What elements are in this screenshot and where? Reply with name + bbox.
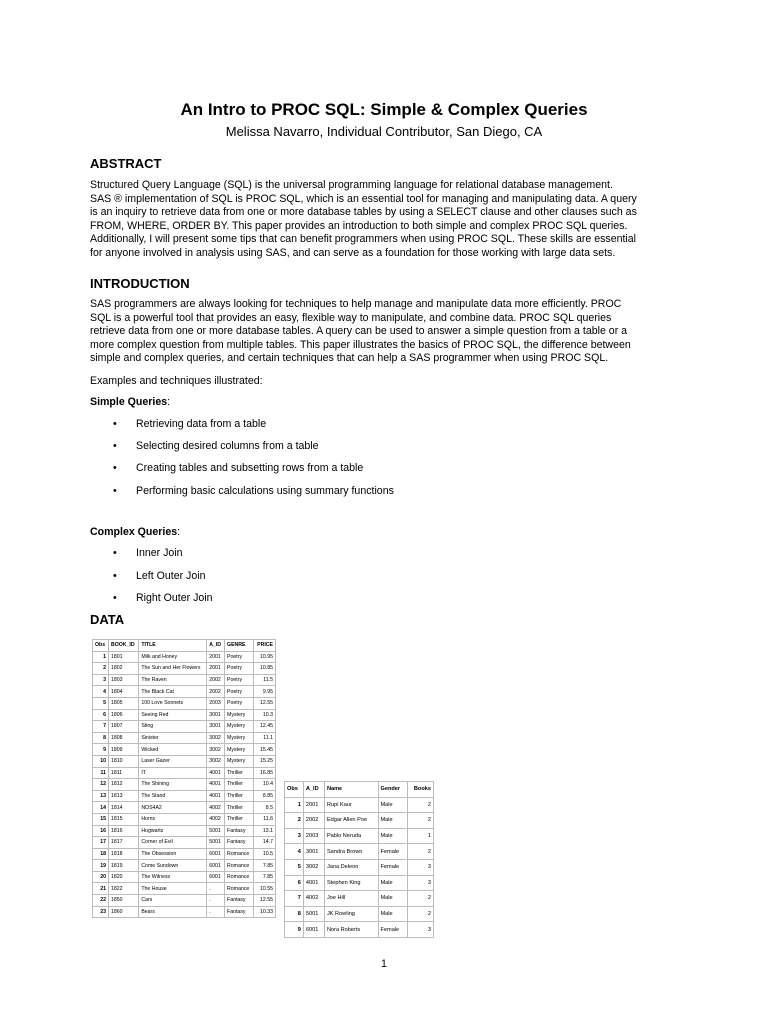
table-cell: 1809 bbox=[108, 744, 138, 756]
table-cell: 22 bbox=[93, 895, 109, 907]
table-cell: . bbox=[207, 906, 225, 918]
abstract-line: for anyone involved in analysis using SAS, and can serve as a foundation for those working with large data sets. bbox=[90, 246, 616, 259]
table-cell: 10.4 bbox=[253, 779, 275, 791]
table-cell: 4002 bbox=[303, 891, 324, 907]
table-cell: 14 bbox=[93, 802, 109, 814]
abstract-heading: ABSTRACT bbox=[90, 156, 162, 171]
table-cell: 9.95 bbox=[253, 686, 275, 698]
table-cell: Edgar Allen Poe bbox=[324, 813, 378, 829]
table-cell: NOS4A2 bbox=[139, 802, 207, 814]
table-row bbox=[285, 906, 434, 922]
data-heading: DATA bbox=[90, 612, 125, 627]
list-item bbox=[113, 547, 183, 559]
table-cell: 4002 bbox=[207, 813, 225, 825]
table-cell: 8.5 bbox=[253, 802, 275, 814]
table-cell: 7.85 bbox=[253, 871, 275, 883]
table-cell: 6001 bbox=[207, 871, 225, 883]
table-cell: IT bbox=[139, 767, 207, 779]
table-cell: 7.85 bbox=[253, 860, 275, 872]
table-cell: Jana Deleon bbox=[324, 859, 378, 875]
table-row bbox=[93, 686, 276, 698]
table-cell: 2 bbox=[407, 906, 433, 922]
bullet-icon: • bbox=[113, 418, 117, 430]
table-cell: 5 bbox=[93, 697, 109, 709]
table-cell: Mystery bbox=[225, 744, 254, 756]
books-table bbox=[92, 639, 276, 918]
table-cell: 2 bbox=[93, 663, 109, 675]
table-cell: 12.55 bbox=[253, 895, 275, 907]
column-header: GENRE bbox=[225, 640, 254, 652]
list-item-text: Creating tables and subsetting rows from a table bbox=[136, 462, 364, 474]
abstract-line: SAS ® implementation of SQL is PROC SQL, which is an essential tool for managing and manipulating data. A query bbox=[90, 192, 637, 205]
table-cell: Sinister bbox=[139, 732, 207, 744]
table-cell: 12.55 bbox=[253, 697, 275, 709]
table-cell: 4 bbox=[93, 686, 109, 698]
table-cell: 1814 bbox=[108, 802, 138, 814]
table-cell: 2001 bbox=[303, 797, 324, 813]
table-cell: 1813 bbox=[108, 790, 138, 802]
examples-label: Examples and techniques illustrated: bbox=[90, 375, 263, 387]
table-cell: Mystery bbox=[225, 721, 254, 733]
column-header: Gender bbox=[378, 782, 407, 798]
table-cell: The Sun and Her Flowers bbox=[139, 663, 207, 675]
table-cell: 1802 bbox=[108, 663, 138, 675]
table-cell: 9 bbox=[93, 744, 109, 756]
table-cell: 1815 bbox=[108, 813, 138, 825]
simple-queries-colon: : bbox=[167, 396, 171, 408]
table-row bbox=[285, 797, 434, 813]
table-row bbox=[93, 709, 276, 721]
complex-queries-label bbox=[90, 526, 180, 538]
table-row bbox=[93, 802, 276, 814]
table-cell: Female bbox=[378, 844, 407, 860]
list-item-text: Performing basic calculations using summary functions bbox=[136, 485, 394, 497]
page-number: 1 bbox=[381, 958, 387, 970]
table-cell: The Stand bbox=[139, 790, 207, 802]
table-cell: 1808 bbox=[108, 732, 138, 744]
table-cell: Romance bbox=[225, 848, 254, 860]
table-cell: 5001 bbox=[207, 825, 225, 837]
column-header: Books bbox=[407, 782, 433, 798]
bullet-icon: • bbox=[113, 592, 117, 604]
authors-table bbox=[284, 781, 434, 938]
table-cell: 5 bbox=[285, 859, 304, 875]
table-row bbox=[93, 767, 276, 779]
table-cell: Male bbox=[378, 906, 407, 922]
table-cell: Come Sundown bbox=[139, 860, 207, 872]
simple-queries-title: Simple Queries bbox=[90, 396, 168, 408]
table-cell: 21 bbox=[93, 883, 109, 895]
table-cell: 6001 bbox=[207, 848, 225, 860]
table-row bbox=[93, 848, 276, 860]
table-cell: Poetry bbox=[225, 686, 254, 698]
table-cell: 4001 bbox=[207, 790, 225, 802]
table-cell: 7 bbox=[93, 721, 109, 733]
introduction-heading: INTRODUCTION bbox=[90, 276, 190, 291]
table-row bbox=[93, 860, 276, 872]
list-item-text: Retrieving data from a table bbox=[136, 418, 267, 430]
table-cell: 2 bbox=[285, 813, 304, 829]
introduction-line: retrieve data from one or more database tables. A query can be used to answer a simple question from a table or a bbox=[90, 325, 628, 338]
table-row bbox=[93, 651, 276, 663]
table-cell: Romance bbox=[225, 883, 254, 895]
table-cell: Cars bbox=[139, 895, 207, 907]
table-cell: 1807 bbox=[108, 721, 138, 733]
table-cell: 2001 bbox=[207, 663, 225, 675]
table-row bbox=[93, 663, 276, 675]
table-cell: Poetry bbox=[225, 697, 254, 709]
table-cell: 9 bbox=[285, 922, 304, 938]
column-header: A_ID bbox=[207, 640, 225, 652]
table-cell: 18 bbox=[93, 848, 109, 860]
table-cell: 16 bbox=[93, 825, 109, 837]
table-cell: Poetry bbox=[225, 663, 254, 675]
table-cell: Mystery bbox=[225, 755, 254, 767]
paper-title: An Intro to PROC SQL: Simple & Complex Queries bbox=[180, 100, 588, 119]
table-cell: 11.6 bbox=[253, 813, 275, 825]
table-cell: 13 bbox=[93, 790, 109, 802]
table-cell: 6001 bbox=[207, 860, 225, 872]
table-header-row bbox=[285, 782, 434, 798]
table-cell: Thriller bbox=[225, 779, 254, 791]
table-cell: 11.5 bbox=[253, 674, 275, 686]
table-cell: 10.5 bbox=[253, 848, 275, 860]
table-cell: 2 bbox=[407, 844, 433, 860]
table-cell: Mystery bbox=[225, 732, 254, 744]
table-cell: 100 Love Sonnets bbox=[139, 697, 207, 709]
table-cell: 1805 bbox=[108, 697, 138, 709]
table-row bbox=[93, 837, 276, 849]
table-cell: 3002 bbox=[303, 859, 324, 875]
table-cell: 2002 bbox=[303, 813, 324, 829]
table-cell: 1812 bbox=[108, 779, 138, 791]
table-cell: Mystery bbox=[225, 709, 254, 721]
column-header: Name bbox=[324, 782, 378, 798]
author-line: Melissa Navarro, Individual Contributor, San Diego, CA bbox=[225, 124, 543, 139]
table-cell: 1860 bbox=[108, 906, 138, 918]
introduction-line: simple and complex queries, and certain techniques that can help a SAS programmer when using PROC SQL. bbox=[90, 352, 609, 365]
table-cell: 7 bbox=[285, 891, 304, 907]
table-cell: The Black Cat bbox=[139, 686, 207, 698]
bullet-icon: • bbox=[113, 485, 117, 497]
list-item-text: Left Outer Join bbox=[136, 570, 206, 582]
table-cell: 12.45 bbox=[253, 721, 275, 733]
table-cell: Male bbox=[378, 813, 407, 829]
table-row bbox=[93, 674, 276, 686]
table-cell: 3002 bbox=[207, 744, 225, 756]
table-cell: 3001 bbox=[303, 844, 324, 860]
table-row bbox=[285, 875, 434, 891]
table-cell: 4 bbox=[285, 844, 304, 860]
table-cell: 1 bbox=[285, 797, 304, 813]
abstract-line: FROM, WHERE, ORDER BY. This paper provides an introduction to both simple and complex PROC SQL queries. bbox=[90, 219, 628, 232]
table-cell: 10.95 bbox=[253, 651, 275, 663]
table-row bbox=[93, 755, 276, 767]
table-cell: Fantasy bbox=[225, 837, 254, 849]
table-cell: 8.85 bbox=[253, 790, 275, 802]
abstract-paragraph bbox=[90, 179, 690, 261]
table-cell: Bears bbox=[139, 906, 207, 918]
complex-queries-title: Complex Queries bbox=[90, 526, 178, 538]
table-cell: 8 bbox=[285, 906, 304, 922]
column-header: Obs bbox=[93, 640, 109, 652]
table-cell: 1820 bbox=[108, 871, 138, 883]
table-cell: 13.1 bbox=[253, 825, 275, 837]
introduction-line: SQL is a powerful tool that provides an easy, flexible way to manipulate, and combine data. PROC SQL queries bbox=[90, 311, 612, 324]
table-row bbox=[93, 883, 276, 895]
table-row bbox=[285, 859, 434, 875]
table-cell: 1804 bbox=[108, 686, 138, 698]
table-cell: 15 bbox=[93, 813, 109, 825]
column-header: TITLE bbox=[139, 640, 207, 652]
table-cell: 2001 bbox=[207, 651, 225, 663]
table-row bbox=[285, 828, 434, 844]
table-cell: Poetry bbox=[225, 651, 254, 663]
table-cell: 1 bbox=[93, 651, 109, 663]
table-cell: 1803 bbox=[108, 674, 138, 686]
table-cell: 1801 bbox=[108, 651, 138, 663]
column-header: A_ID bbox=[303, 782, 324, 798]
table-cell: Joe Hill bbox=[324, 891, 378, 907]
table-cell: 1819 bbox=[108, 860, 138, 872]
table-cell: 23 bbox=[93, 906, 109, 918]
table-cell: 10 bbox=[93, 755, 109, 767]
table-cell: Thriller bbox=[225, 767, 254, 779]
table-cell: Laser Gazer bbox=[139, 755, 207, 767]
table-cell: Female bbox=[378, 922, 407, 938]
introduction-line: SAS programmers are always looking for techniques to help manage and manipulate data more efficiently. PROC bbox=[90, 298, 622, 310]
table-row bbox=[285, 922, 434, 938]
table-cell: Female bbox=[378, 859, 407, 875]
table-cell: 1850 bbox=[108, 895, 138, 907]
table-cell: 3 bbox=[93, 674, 109, 686]
table-cell: 12 bbox=[93, 779, 109, 791]
table-cell: Male bbox=[378, 891, 407, 907]
table-cell: JK Rowling bbox=[324, 906, 378, 922]
table-cell: 1811 bbox=[108, 767, 138, 779]
column-header: BOOK_ID bbox=[108, 640, 138, 652]
abstract-line: is an inquiry to retrieve data from one or more database tables by using a SELECT clause and other clauses such as bbox=[90, 206, 637, 219]
column-header: Obs bbox=[285, 782, 304, 798]
table-cell: 3 bbox=[407, 859, 433, 875]
list-item-text: Right Outer Join bbox=[136, 592, 213, 604]
table-cell: The Obsession bbox=[139, 848, 207, 860]
table-cell: 6 bbox=[93, 709, 109, 721]
table-cell: 2 bbox=[407, 797, 433, 813]
table-cell: 3001 bbox=[207, 709, 225, 721]
table-cell: 1 bbox=[407, 828, 433, 844]
table-cell: 19 bbox=[93, 860, 109, 872]
table-cell: 1810 bbox=[108, 755, 138, 767]
table-cell: Nora Roberts bbox=[324, 922, 378, 938]
table-cell: Hogwarts bbox=[139, 825, 207, 837]
table-cell: 4001 bbox=[207, 767, 225, 779]
table-header-row bbox=[93, 640, 276, 652]
bullet-icon: • bbox=[113, 547, 117, 559]
table-row bbox=[93, 790, 276, 802]
table-cell: 3002 bbox=[207, 732, 225, 744]
table-cell: 6 bbox=[285, 875, 304, 891]
table-cell: 17 bbox=[93, 837, 109, 849]
abstract-line: Additionally, I will present some tips that can benefit programmers when using PROC SQL. These skills are essential bbox=[90, 233, 637, 246]
table-cell: The Witness bbox=[139, 871, 207, 883]
table-cell: Corner of Evil bbox=[139, 837, 207, 849]
table-row bbox=[93, 825, 276, 837]
table-cell: Rupi Kaur bbox=[324, 797, 378, 813]
table-cell: 10.3 bbox=[253, 709, 275, 721]
table-row bbox=[93, 744, 276, 756]
table-cell: The Shining bbox=[139, 779, 207, 791]
column-header: PRICE bbox=[253, 640, 275, 652]
table-cell: Sandra Brown bbox=[324, 844, 378, 860]
table-cell: 3002 bbox=[207, 755, 225, 767]
table-cell: The Raven bbox=[139, 674, 207, 686]
table-cell: Romance bbox=[225, 871, 254, 883]
complex-queries-colon: : bbox=[177, 526, 181, 538]
table-cell: Male bbox=[378, 797, 407, 813]
table-cell: Fantasy bbox=[225, 825, 254, 837]
introduction-paragraph bbox=[90, 298, 690, 366]
table-row bbox=[93, 813, 276, 825]
table-cell: 15.45 bbox=[253, 744, 275, 756]
table-cell: . bbox=[207, 895, 225, 907]
table-cell: 2003 bbox=[303, 828, 324, 844]
table-cell: 2003 bbox=[207, 697, 225, 709]
list-item bbox=[113, 592, 213, 604]
table-row bbox=[93, 697, 276, 709]
table-cell: Thriller bbox=[225, 790, 254, 802]
table-row bbox=[285, 891, 434, 907]
table-cell: Pablo Neruda bbox=[324, 828, 378, 844]
table-row bbox=[93, 721, 276, 733]
bullet-icon: • bbox=[113, 462, 117, 474]
table-cell: The House bbox=[139, 883, 207, 895]
table-cell: 2 bbox=[407, 891, 433, 907]
table-cell: 11 bbox=[93, 767, 109, 779]
table-cell: 4001 bbox=[207, 779, 225, 791]
bullet-icon: • bbox=[113, 440, 117, 452]
table-cell: 14.7 bbox=[253, 837, 275, 849]
table-cell: . bbox=[207, 883, 225, 895]
table-cell: 3 bbox=[407, 875, 433, 891]
table-cell: Wicked bbox=[139, 744, 207, 756]
table-row bbox=[285, 844, 434, 860]
list-item bbox=[113, 485, 394, 497]
table-row bbox=[93, 895, 276, 907]
table-cell: 1817 bbox=[108, 837, 138, 849]
list-item bbox=[113, 462, 363, 474]
table-cell: 4001 bbox=[303, 875, 324, 891]
table-cell: Thriller bbox=[225, 802, 254, 814]
table-cell: 4002 bbox=[207, 802, 225, 814]
list-item bbox=[113, 418, 266, 430]
list-item-text: Selecting desired columns from a table bbox=[136, 440, 319, 452]
table-cell: 10.85 bbox=[253, 663, 275, 675]
table-cell: 1818 bbox=[108, 848, 138, 860]
table-cell: 15.25 bbox=[253, 755, 275, 767]
table-cell: 11.1 bbox=[253, 732, 275, 744]
table-cell: Sting bbox=[139, 721, 207, 733]
table-cell: 20 bbox=[93, 871, 109, 883]
table-row bbox=[93, 906, 276, 918]
table-row bbox=[285, 813, 434, 829]
table-cell: 10.33 bbox=[253, 906, 275, 918]
table-cell: Poetry bbox=[225, 674, 254, 686]
bullet-icon: • bbox=[113, 570, 117, 582]
introduction-line: more complex question from multiple tables. This paper illustrates the basics of PROC SQL, the difference between bbox=[90, 338, 631, 351]
table-cell: Horns bbox=[139, 813, 207, 825]
table-cell: 3 bbox=[407, 922, 433, 938]
table-cell: 3 bbox=[285, 828, 304, 844]
table-cell: Fantasy bbox=[225, 906, 254, 918]
table-cell: Seeing Red bbox=[139, 709, 207, 721]
table-cell: 1806 bbox=[108, 709, 138, 721]
table-cell: 5001 bbox=[303, 906, 324, 922]
table-row bbox=[93, 779, 276, 791]
table-cell: 2 bbox=[407, 813, 433, 829]
table-cell: 16.85 bbox=[253, 767, 275, 779]
table-cell: Milk and Honey bbox=[139, 651, 207, 663]
table-cell: Fantasy bbox=[225, 895, 254, 907]
table-row bbox=[93, 871, 276, 883]
table-cell: Romance bbox=[225, 860, 254, 872]
simple-queries-label bbox=[90, 396, 170, 408]
table-cell: 10.55 bbox=[253, 883, 275, 895]
table-cell: 2002 bbox=[207, 686, 225, 698]
table-cell: 8 bbox=[93, 732, 109, 744]
table-row bbox=[93, 732, 276, 744]
list-item-text: Inner Join bbox=[136, 547, 183, 559]
table-cell: 3001 bbox=[207, 721, 225, 733]
table-cell: Stephen King bbox=[324, 875, 378, 891]
list-item bbox=[113, 440, 319, 452]
table-cell: Male bbox=[378, 828, 407, 844]
table-cell: 1822 bbox=[108, 883, 138, 895]
table-cell: Male bbox=[378, 875, 407, 891]
table-cell: 5001 bbox=[207, 837, 225, 849]
table-cell: 1816 bbox=[108, 825, 138, 837]
table-cell: 2002 bbox=[207, 674, 225, 686]
list-item bbox=[113, 570, 206, 582]
table-cell: Thriller bbox=[225, 813, 254, 825]
abstract-line: Structured Query Language (SQL) is the universal programming language for relational database management. bbox=[90, 179, 613, 191]
table-cell: 6001 bbox=[303, 922, 324, 938]
